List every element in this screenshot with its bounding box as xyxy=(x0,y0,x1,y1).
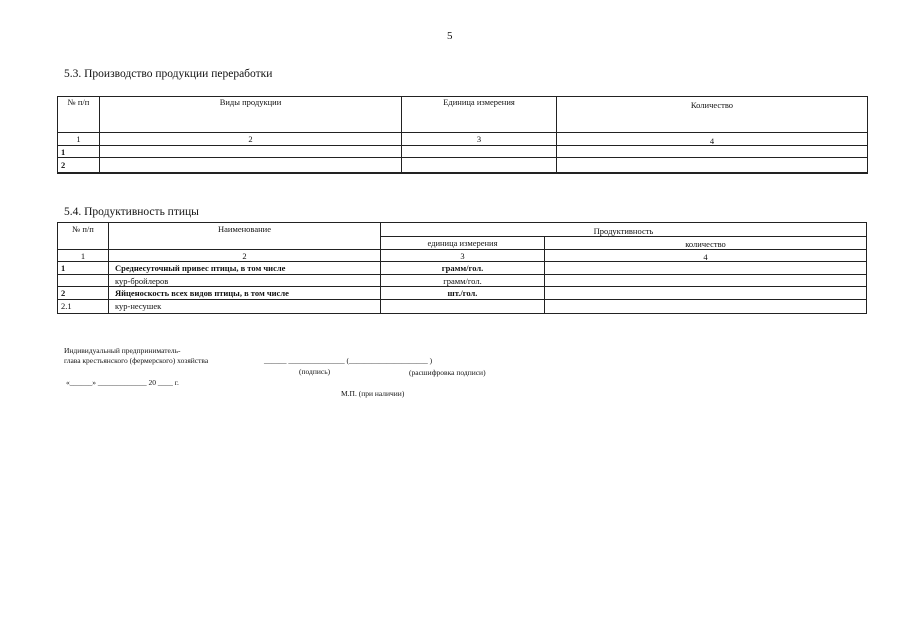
table-border xyxy=(57,313,867,314)
table-border xyxy=(57,299,867,300)
header-name: Наименование xyxy=(218,224,271,234)
col-number: 1 xyxy=(80,251,86,261)
col-number: 1 xyxy=(76,134,81,144)
table-border xyxy=(57,222,867,223)
table-border xyxy=(867,96,868,173)
col-number: 4 xyxy=(703,252,708,262)
stamp-note: М.П. (при наличии) xyxy=(341,389,405,398)
table-row-unit: грамм/гол. xyxy=(443,276,482,286)
table-row-name: Яйценоскость всех видов птицы, в том числе xyxy=(115,288,289,298)
col-number: 3 xyxy=(476,134,482,144)
signature-role-line-1: Индивидуальный предприниматель- xyxy=(64,346,181,355)
col-number: 2 xyxy=(248,134,253,144)
table-border xyxy=(57,274,867,275)
header-product-type: Виды продукции xyxy=(219,97,282,107)
header-quantity: Количество xyxy=(690,100,734,110)
header-unit: единица измерения xyxy=(427,238,498,248)
signature-role-line-2: глава крестьянского (фермерского) хозяйства xyxy=(64,356,209,365)
table-row-num: 2 xyxy=(61,288,66,298)
section-5-3-title: 5.3. Производство продукции переработки xyxy=(64,68,273,80)
header-unit: Единица измерения xyxy=(443,97,515,107)
header-quantity: количество xyxy=(685,239,726,249)
col-number: 3 xyxy=(460,251,465,261)
table-border xyxy=(57,157,868,158)
table-border xyxy=(108,222,109,314)
table-row-num: 1 xyxy=(61,147,66,157)
section-5-4-title: 5.4. Продуктивность птицы xyxy=(64,206,199,218)
signature-blanks: ______ _______________ (_____________________ ) xyxy=(264,356,433,365)
table-row-unit: шт./гол. xyxy=(447,288,478,298)
table-row-name: кур-несушек xyxy=(115,301,162,311)
table-border xyxy=(866,222,867,314)
page-number: 5 xyxy=(447,30,453,42)
table-row-num: 1 xyxy=(61,263,66,273)
table-row-name: Среднесуточный привес птицы, в том числе xyxy=(115,263,286,273)
table-border xyxy=(57,249,867,250)
decoding-label: (расшифровка подписи) xyxy=(409,368,486,377)
table-row-num: 2.1 xyxy=(61,301,72,311)
table-row-unit: грамм/гол. xyxy=(441,263,484,273)
table-row-num: 2 xyxy=(61,160,66,170)
date-line: «______» _____________ 20 ____ г. xyxy=(66,378,179,387)
table-row-name: кур-бройлеров xyxy=(115,276,169,286)
table-border xyxy=(57,132,868,133)
header-num: № п/п xyxy=(72,224,94,234)
table-border xyxy=(380,236,867,237)
col-number: 2 xyxy=(242,251,247,261)
header-num: № п/п xyxy=(67,97,90,107)
col-number: 4 xyxy=(709,136,715,146)
table-border xyxy=(57,222,58,314)
table-border xyxy=(57,172,868,174)
signature-label: (подпись) xyxy=(299,367,331,376)
header-productivity: Продуктивность xyxy=(593,226,654,236)
table-border xyxy=(57,286,867,287)
